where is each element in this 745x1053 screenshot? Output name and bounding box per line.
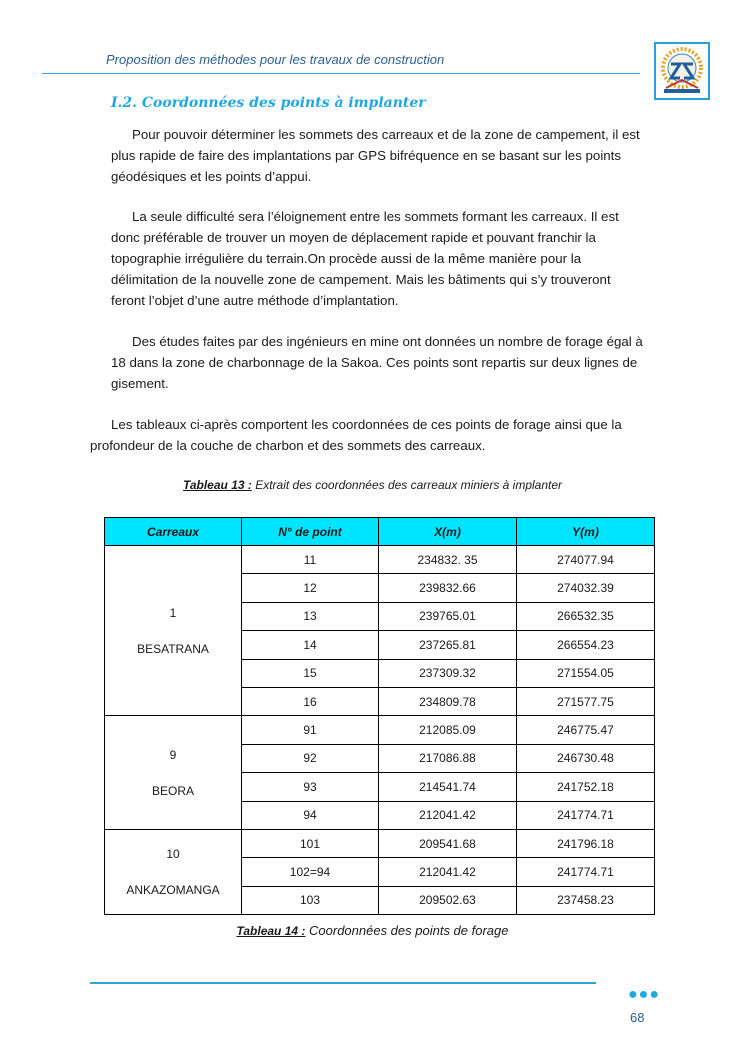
y-cell: 271577.75 [517,687,655,715]
header-y: Y(m) [517,518,655,546]
carreau-name: BESATRANA [137,641,209,656]
paragraph-gps: Pour pouvoir déterminer les sommets des carreaux et de la zone de campement, il est plus rapide de faire des implantations par GPS bifréquence en se basant sur les points géodésiques et les points d’appui. [111,127,640,184]
paragraph-studies: Des études faites par des ingénieurs en mine ont données un nombre de forage égal à 18 dans la zone de charbonnage de la Sakoa. Ces points sont repartis sur deux lignes de gisement. [111,334,643,391]
point-cell: 102=94 [242,858,379,886]
footer-dots-icon: ●●● [628,986,660,1003]
x-cell: 209541.68 [379,829,517,857]
y-cell: 241752.18 [517,773,655,801]
header-x: X(m) [379,518,517,546]
y-cell: 237458.23 [517,886,655,914]
point-cell: 14 [242,631,379,659]
x-cell: 237309.32 [379,659,517,687]
footer-divider [90,982,596,984]
point-cell: 13 [242,602,379,630]
point-cell: 103 [242,886,379,914]
y-cell: 274077.94 [517,546,655,574]
paragraph-difficulty: La seule difficulté sera l’éloignement entre les sommets formant les carreaux. Il est donc préférable de trouver un moyen de déplacement rapide et pouvant franchir la topographie irrégulière du terrain.On procède aussi de la même manière pour la délimitation de la nouvelle zone de campement. Mais les bâtiments qui s’y trouveront feront l’objet d’une autre méthode d’implantation. [111,209,619,308]
carreau-name: ANKAZOMANGA [126,882,220,897]
table-header-row [105,518,655,546]
paragraph-tables-intro: Les tableaux ci-après comportent les coordonnées de ces points de forage ainsi que la profondeur de la couche de charbon et des sommets des carreaux. [90,417,622,453]
x-cell: 214541.74 [379,773,517,801]
table-row [105,546,655,574]
header-carreaux: Carreaux [105,518,242,546]
school-emblem-icon [654,42,710,100]
x-cell: 217086.88 [379,744,517,772]
x-cell: 212085.09 [379,716,517,744]
carreau-name: BEORA [151,783,194,798]
table-14-caption [0,923,745,938]
y-cell: 246775.47 [517,716,655,744]
x-cell: 212041.42 [379,801,517,829]
table-13-text: Extrait des coordonnées des carreaux miniers à implanter [251,478,563,492]
carreau-number: 10 [166,846,180,861]
table-row [105,829,655,857]
point-cell: 101 [242,829,379,857]
x-cell: 234809.78 [379,687,517,715]
table-row [105,716,655,744]
y-cell: 266532.35 [517,602,655,630]
x-cell: 209502.63 [379,886,517,914]
y-cell: 271554.05 [517,659,655,687]
carreau-cell [105,829,242,914]
x-cell: 239765.01 [379,602,517,630]
point-cell: 91 [242,716,379,744]
header-divider [42,73,640,74]
page-number: 68 [630,1010,645,1025]
header-title: Proposition des méthodes pour les travaux de construction [106,52,445,67]
y-cell: 246730.48 [517,744,655,772]
header-point: N° de point [242,518,379,546]
point-cell: 93 [242,773,379,801]
point-cell: 15 [242,659,379,687]
table-13-label: Tableau 13 : [182,478,252,492]
y-cell: 241774.71 [517,801,655,829]
table-14-text: Coordonnées des points de forage [305,923,509,938]
x-cell: 234832. 35 [379,546,517,574]
point-cell: 92 [242,744,379,772]
carreau-number: 1 [169,605,177,620]
point-cell: 16 [242,687,379,715]
y-cell: 266554.23 [517,631,655,659]
carreau-number: 9 [169,747,177,762]
section-heading: I.2. Coordonnées des points à implanter [111,95,426,111]
point-cell: 11 [242,546,379,574]
table-13-caption [0,478,745,492]
y-cell: 274032.39 [517,574,655,602]
x-cell: 212041.42 [379,858,517,886]
point-cell: 94 [242,801,379,829]
table-14-label: Tableau 14 : [236,924,306,938]
y-cell: 241774.71 [517,858,655,886]
point-cell: 12 [242,574,379,602]
x-cell: 239832.66 [379,574,517,602]
coordinates-table [104,517,655,915]
carreau-cell [105,716,242,830]
y-cell: 241796.18 [517,829,655,857]
carreau-cell [105,546,242,716]
x-cell: 237265.81 [379,631,517,659]
